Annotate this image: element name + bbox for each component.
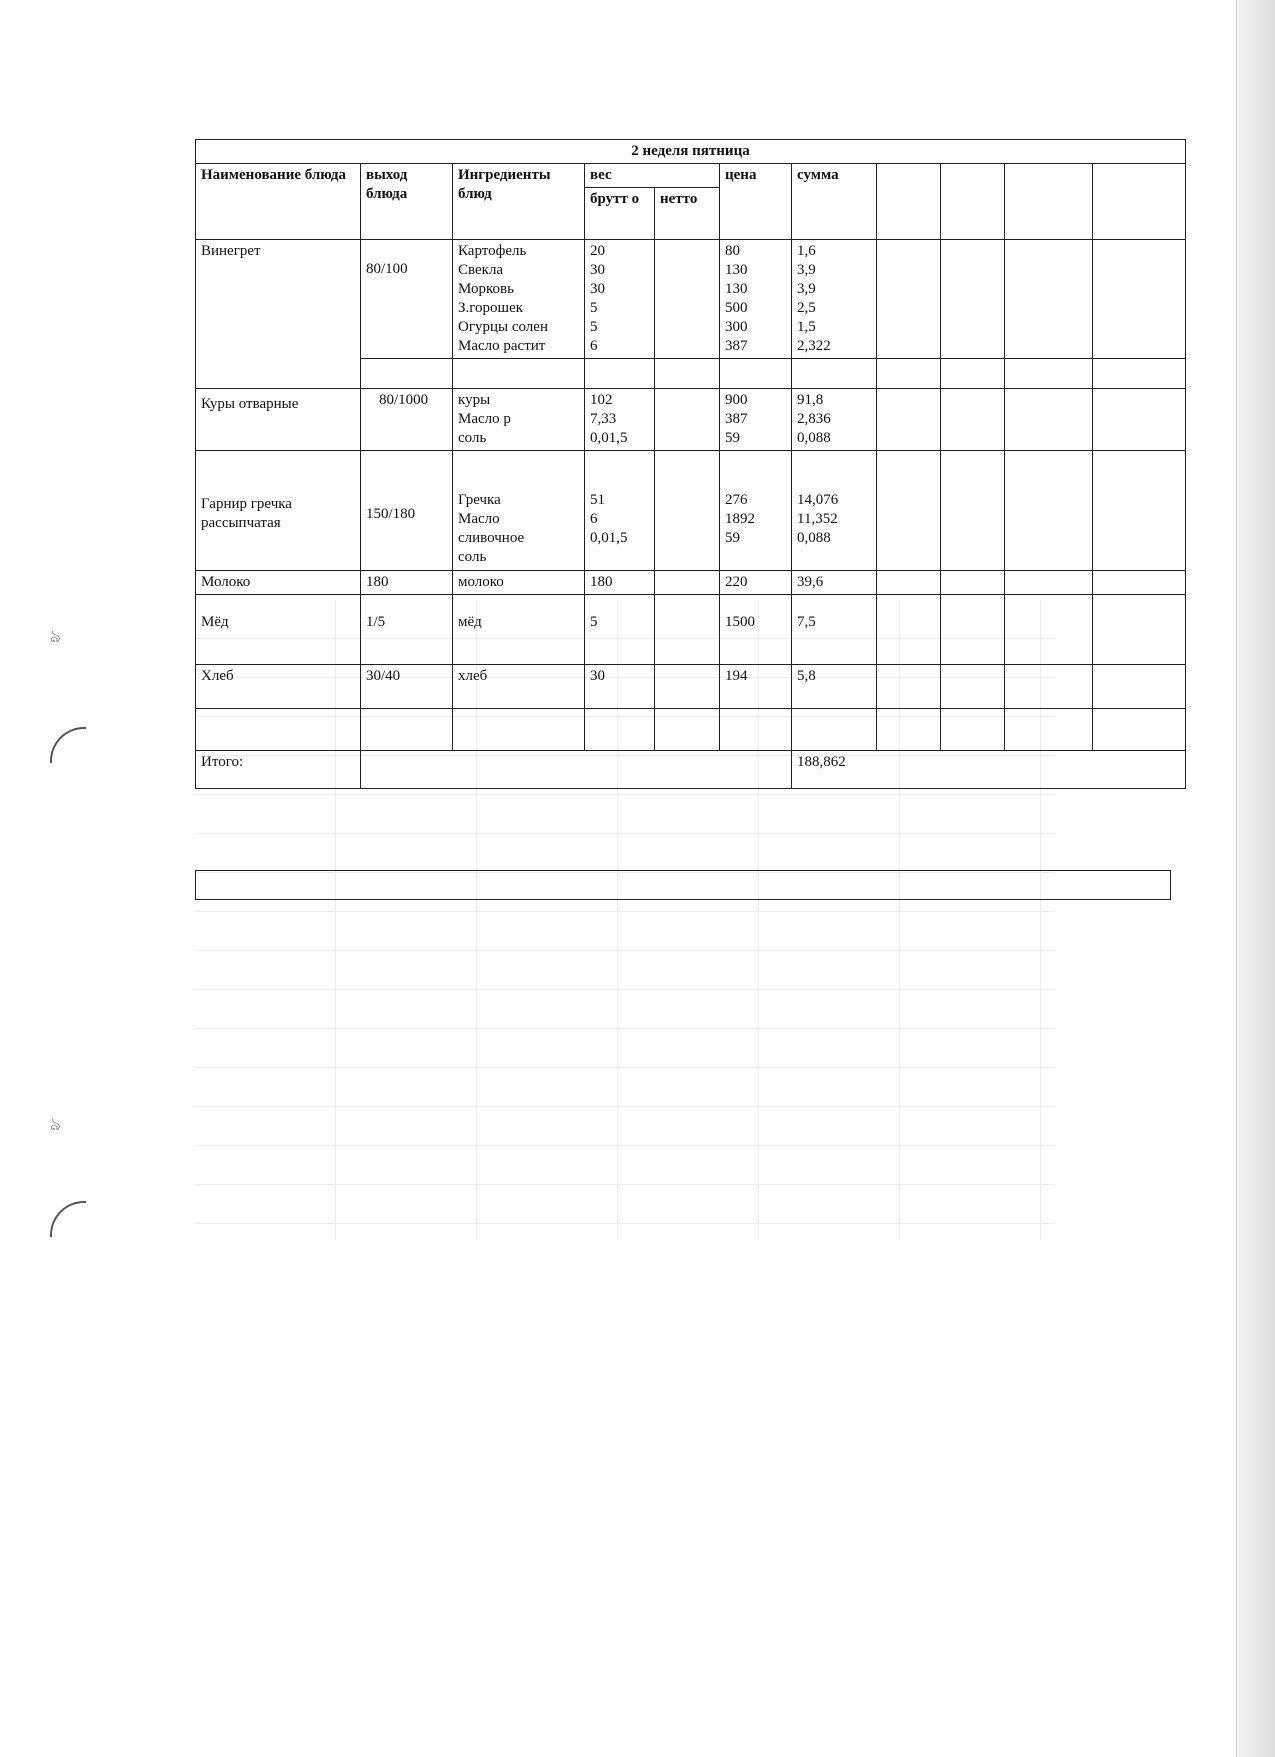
ingredient: Масло растит	[458, 338, 546, 354]
empty-cell	[877, 389, 941, 451]
ingredient: Масло	[458, 511, 500, 527]
sum-list	[792, 240, 877, 359]
ingredient: Гречка	[458, 492, 501, 508]
brutto-value: 5	[590, 300, 598, 316]
ingredient: Свекла	[458, 262, 504, 278]
price-value: 387	[725, 411, 748, 427]
netto-cell	[655, 240, 720, 359]
sum-value: 3,9	[797, 262, 816, 278]
ingredient: Огурцы солен	[458, 319, 548, 335]
dish-yield: 80/100	[361, 240, 453, 359]
dish-yield: 150/180	[361, 451, 453, 571]
price-list	[720, 451, 792, 571]
price-value: 1500	[720, 595, 792, 665]
sum-value: 2,322	[797, 338, 831, 354]
menu-table	[195, 139, 1186, 789]
sum-value: 0,088	[797, 430, 831, 446]
empty-cell	[941, 359, 1005, 389]
dish-name: Гарнир гречка рассыпчатая	[196, 451, 361, 571]
sum-value: 39,6	[792, 571, 877, 595]
netto-cell	[655, 451, 720, 571]
dish-name: Мёд	[196, 595, 361, 665]
ingredient: Картофель	[458, 243, 527, 259]
empty-cell	[1005, 451, 1093, 571]
table-row	[196, 240, 1186, 359]
brutto-value: 7,33	[590, 411, 617, 427]
dish-yield: 30/40	[361, 665, 453, 709]
sum-value: 0,088	[797, 530, 831, 546]
brutto-value: 102	[590, 392, 613, 408]
empty-cell	[1093, 665, 1186, 709]
empty-cell	[1005, 359, 1093, 389]
dish-name: Винегрет	[196, 240, 361, 389]
empty-cell	[361, 751, 792, 789]
empty-cell	[877, 595, 941, 665]
ingredient: соль	[458, 549, 487, 565]
empty-cell	[941, 595, 1005, 665]
empty-cell	[655, 709, 720, 751]
empty-cell	[1093, 164, 1186, 240]
dish-name: Молоко	[196, 571, 361, 595]
brutto-list	[585, 451, 655, 571]
empty-cell	[585, 359, 655, 389]
scan-speck: ঌ	[50, 1114, 61, 1134]
empty-cell	[196, 709, 361, 751]
price-value: 500	[725, 300, 748, 316]
netto-cell	[655, 571, 720, 595]
header-row	[196, 164, 1186, 188]
empty-cell	[1005, 240, 1093, 359]
ingredient-list	[453, 240, 585, 359]
dish-yield: 80/1000	[361, 389, 453, 451]
empty-cell	[941, 665, 1005, 709]
price-value: 300	[725, 319, 748, 335]
empty-cell	[453, 709, 585, 751]
sum-value: 11,352	[797, 511, 838, 527]
scan-speck: ঌ	[50, 626, 61, 646]
dish-yield: 1/5	[361, 595, 453, 665]
empty-cell	[877, 571, 941, 595]
empty-cell	[792, 359, 877, 389]
header-price: цена	[720, 164, 792, 240]
price-value: 130	[725, 281, 748, 297]
empty-cell	[877, 359, 941, 389]
empty-cell	[941, 451, 1005, 571]
brutto-value: 20	[590, 243, 605, 259]
ingredient: З.горошек	[458, 300, 524, 316]
dish-name: Хлеб	[196, 665, 361, 709]
brutto-value: 5	[590, 319, 598, 335]
empty-cell	[1005, 164, 1093, 240]
empty-cell	[585, 709, 655, 751]
table-title: 2 неделя пятница	[196, 140, 1186, 164]
empty-cell	[1093, 571, 1186, 595]
empty-cell	[877, 240, 941, 359]
empty-cell	[1093, 709, 1186, 751]
empty-cell	[941, 164, 1005, 240]
empty-cell	[1093, 451, 1186, 571]
brutto-value: 6	[590, 511, 598, 527]
ingredient-list	[453, 451, 585, 571]
empty-cell	[453, 359, 585, 389]
sum-value: 1,5	[797, 319, 816, 335]
empty-cell	[1093, 240, 1186, 359]
header-yield: выход блюда	[361, 164, 453, 240]
netto-cell	[655, 595, 720, 665]
sum-value: 2,836	[797, 411, 831, 427]
empty-cell	[941, 240, 1005, 359]
brutto-value: 0,01,5	[590, 430, 628, 446]
price-value: 80	[725, 243, 740, 259]
empty-cell	[941, 709, 1005, 751]
brutto-list	[585, 389, 655, 451]
header-sum: сумма	[792, 164, 877, 240]
empty-cell	[720, 709, 792, 751]
sum-value: 5,8	[792, 665, 877, 709]
sum-value: 7,5	[792, 595, 877, 665]
netto-cell	[655, 665, 720, 709]
empty-cell	[1005, 709, 1093, 751]
price-value: 59	[725, 530, 740, 546]
total-label: Итого:	[196, 751, 361, 789]
total-row	[196, 751, 1186, 789]
price-value: 387	[725, 338, 748, 354]
brutto-value: 180	[585, 571, 655, 595]
ingredient: мёд	[453, 595, 585, 665]
price-value: 1892	[725, 511, 755, 527]
ingredient: хлеб	[453, 665, 585, 709]
price-value: 130	[725, 262, 748, 278]
price-value: 900	[725, 392, 748, 408]
table-row	[196, 389, 1186, 451]
price-value: 59	[725, 430, 740, 446]
empty-cell	[361, 709, 453, 751]
sum-list	[792, 451, 877, 571]
sum-value: 2,5	[797, 300, 816, 316]
empty-cell	[1005, 389, 1093, 451]
page-edge	[1236, 0, 1275, 1757]
empty-frame	[195, 870, 1171, 900]
ingredient: сливочное	[458, 530, 525, 546]
sum-value: 3,9	[797, 281, 816, 297]
price-list	[720, 389, 792, 451]
brutto-value: 6	[590, 338, 598, 354]
ingredient: молоко	[453, 571, 585, 595]
price-value: 220	[720, 571, 792, 595]
empty-cell	[720, 359, 792, 389]
total-value: 188,862	[792, 751, 1186, 789]
brutto-list	[585, 240, 655, 359]
empty-cell	[877, 451, 941, 571]
table-row	[196, 571, 1186, 595]
brutto-value: 30	[590, 262, 605, 278]
ingredient: куры	[458, 392, 491, 408]
empty-cell	[1093, 359, 1186, 389]
price-value: 276	[725, 492, 748, 508]
empty-cell	[1093, 595, 1186, 665]
dish-name: Куры отварные	[196, 389, 361, 451]
ingredient-list	[453, 389, 585, 451]
brutto-value: 51	[590, 492, 605, 508]
table-row	[196, 595, 1186, 665]
empty-cell	[655, 359, 720, 389]
header-weight: вес	[585, 164, 720, 188]
table-row	[196, 665, 1186, 709]
brutto-value: 30	[585, 665, 655, 709]
sum-list	[792, 389, 877, 451]
brutto-value: 5	[585, 595, 655, 665]
empty-cell	[877, 665, 941, 709]
price-value: 194	[720, 665, 792, 709]
brutto-value: 0,01,5	[590, 530, 628, 546]
brutto-value: 30	[590, 281, 605, 297]
ingredient: Масло р	[458, 411, 511, 427]
punch-hole-mark	[50, 1201, 86, 1237]
price-list	[720, 240, 792, 359]
header-name: Наименование блюда	[196, 164, 361, 240]
empty-cell	[941, 389, 1005, 451]
netto-cell	[655, 389, 720, 451]
sum-value: 91,8	[797, 392, 824, 408]
empty-cell	[1093, 389, 1186, 451]
empty-cell	[877, 709, 941, 751]
punch-hole-mark	[50, 727, 86, 763]
sum-value: 14,076	[797, 492, 839, 508]
spacer-row	[196, 709, 1186, 751]
empty-cell	[792, 709, 877, 751]
table-row	[196, 451, 1186, 571]
empty-cell	[1005, 665, 1093, 709]
empty-cell	[361, 359, 453, 389]
sum-value: 1,6	[797, 243, 816, 259]
dish-yield: 180	[361, 571, 453, 595]
empty-cell	[1005, 595, 1093, 665]
empty-cell	[1005, 571, 1093, 595]
ingredient: соль	[458, 430, 487, 446]
empty-cell	[941, 571, 1005, 595]
title-row	[196, 140, 1186, 164]
header-brutto: брутт о	[585, 188, 655, 240]
ingredient: Морковь	[458, 281, 514, 297]
header-netto: нетто	[655, 188, 720, 240]
empty-cell	[877, 164, 941, 240]
header-ingredients: Ингредиенты блюд	[453, 164, 585, 240]
